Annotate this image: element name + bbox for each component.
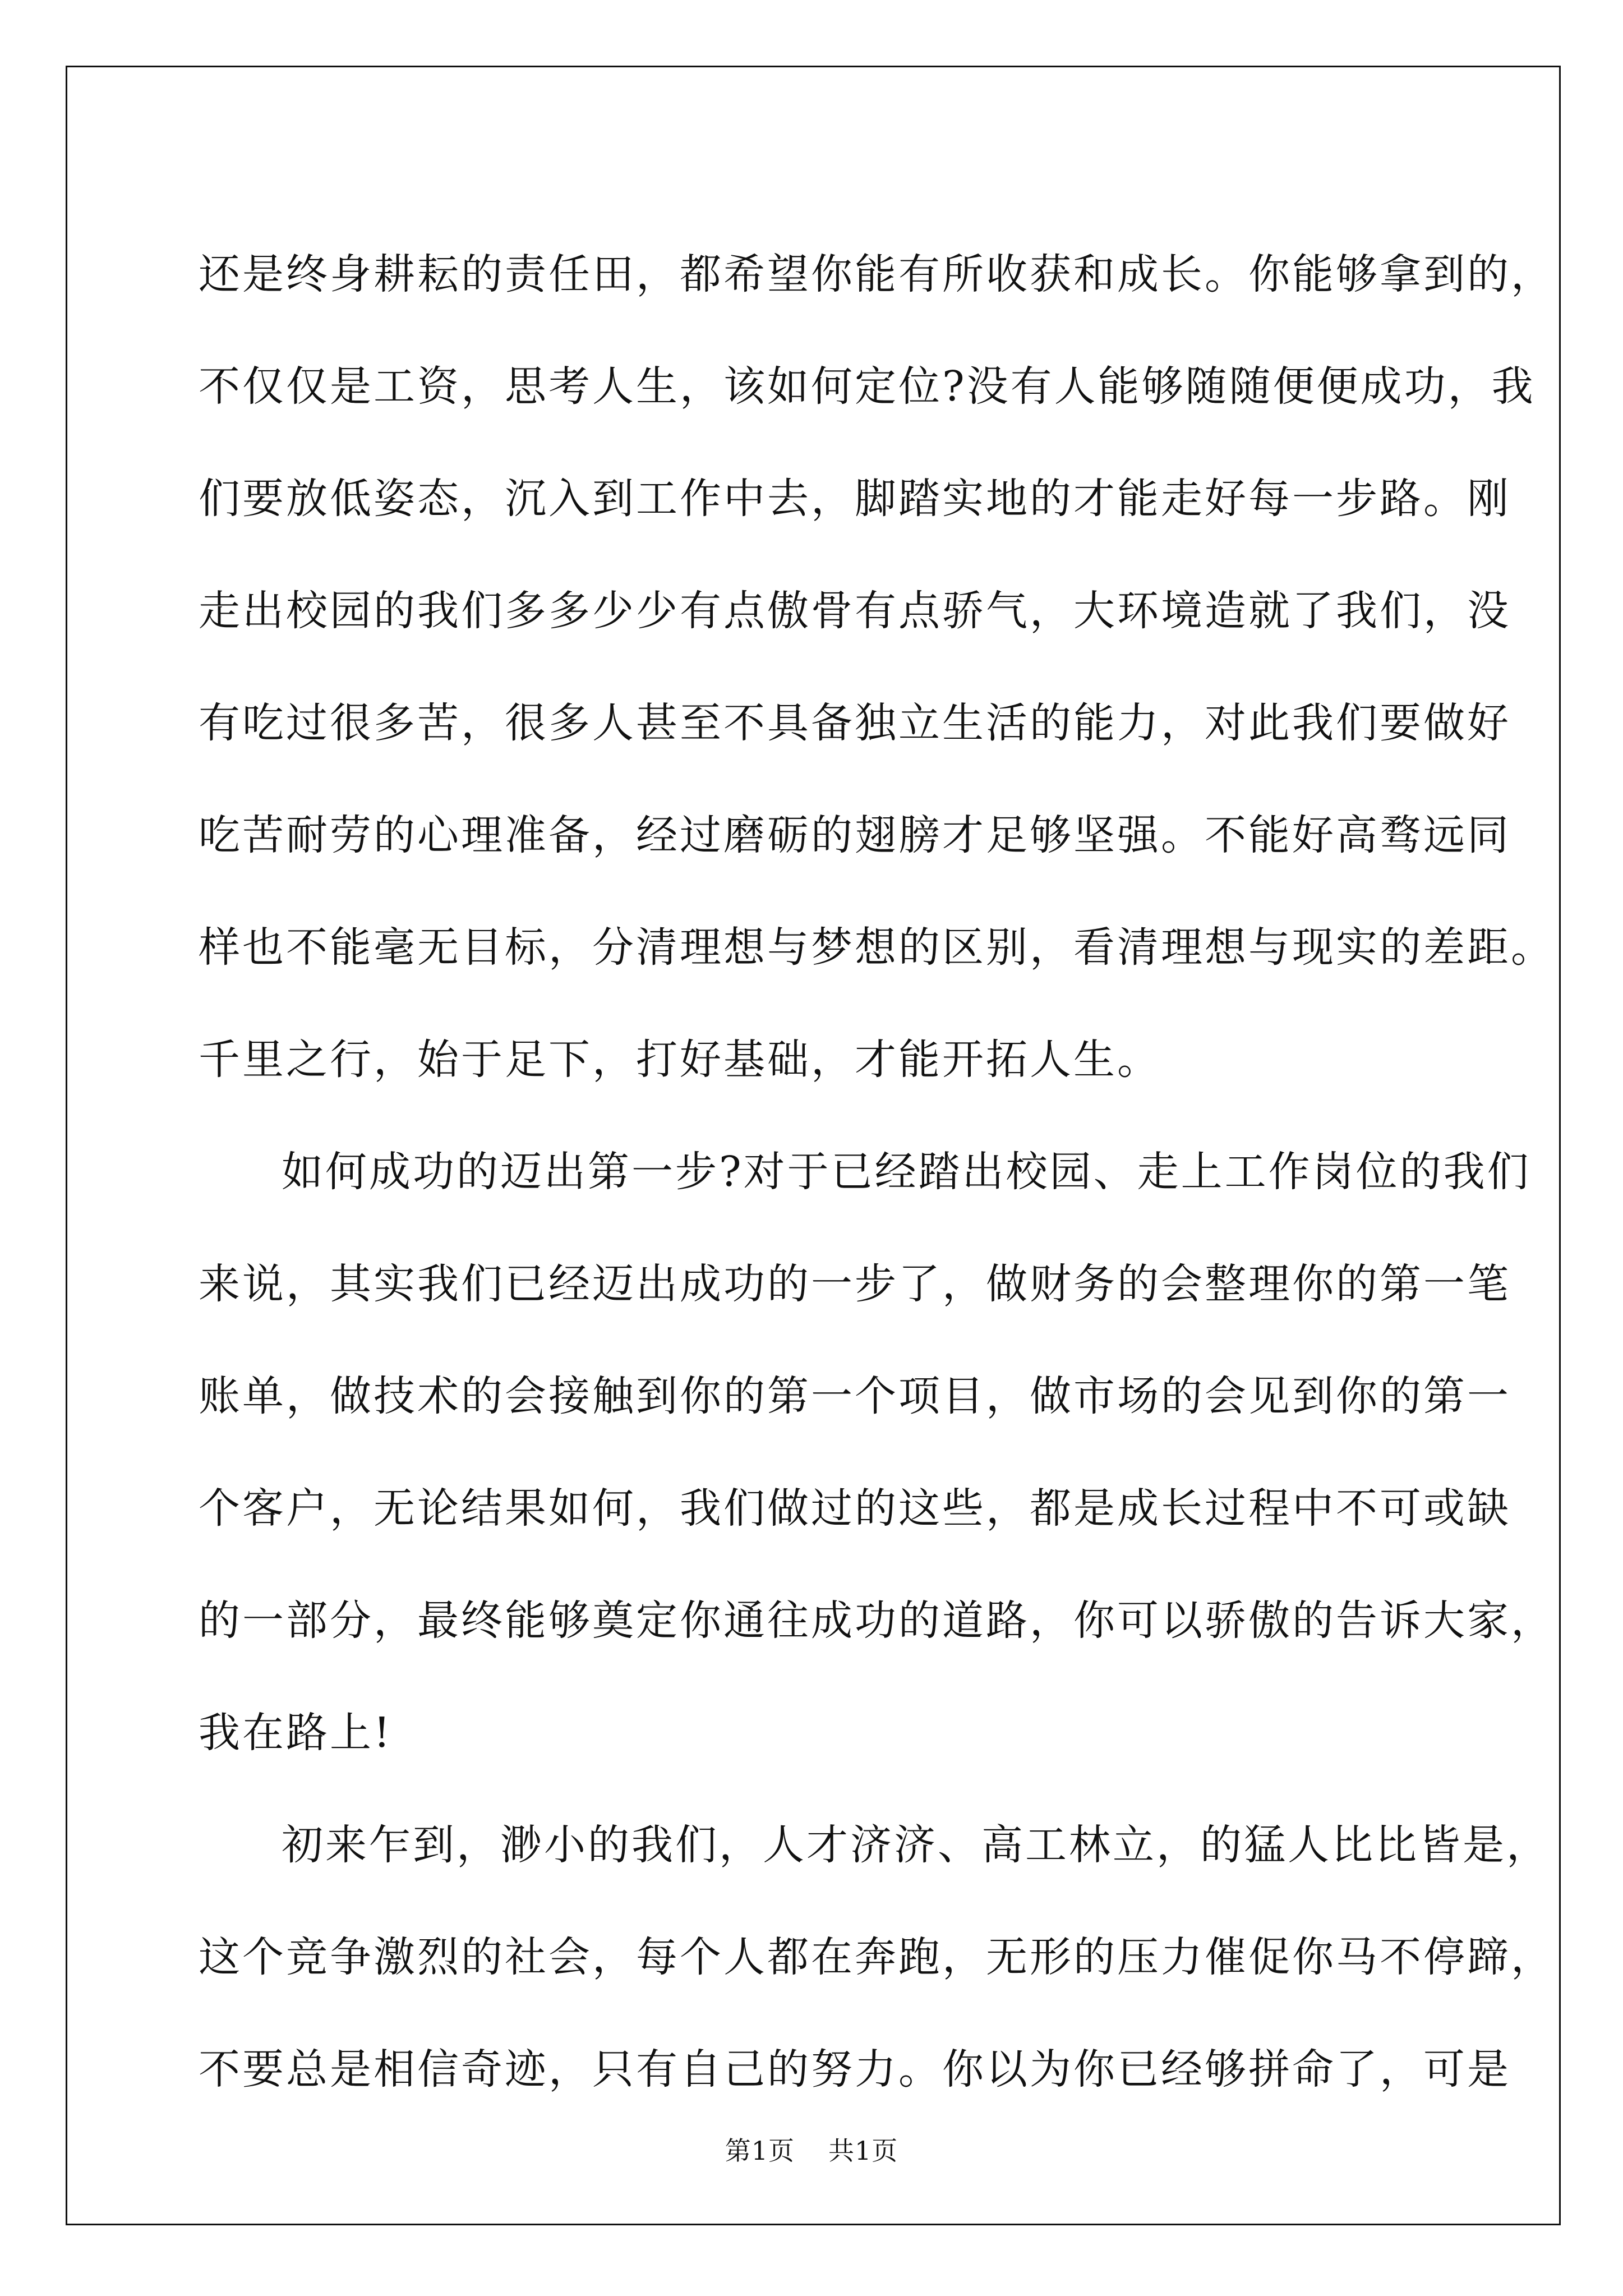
text-line: 这个竞争激烈的社会，每个人都在奔跑，无形的压力催促你马不停蹄， [199,1933,1555,1981]
text-line: 个客户，无论结果如何，我们做过的这些，都是成长过程中不可或缺 [199,1484,1511,1533]
document-body [199,218,1555,2125]
page-footer [0,2131,1623,2168]
text-line: 们要放低姿态，沉入到工作中去，脚踏实地的才能走好每一步路。刚 [199,475,1511,523]
text-line: 还是终身耕耘的责任田，都希望你能有所收获和成长。你能够拿到的， [199,250,1555,298]
text-line: 有吃过很多苦，很多人甚至不具备独立生活的能力，对此我们要做好 [199,699,1511,747]
text-line: 我在路上! [199,1709,393,1757]
text-line: 千里之行，始于足下，打好基础，才能开拓人生。 [199,1036,1161,1084]
text-line: 的一部分，最终能够奠定你通往成功的道路，你可以骄傲的告诉大家， [199,1596,1555,1645]
page-number-total: 共1页 [828,2136,898,2166]
text-line: 吃苦耐劳的心理准备，经过磨砺的翅膀才足够坚强。不能好高骛远同 [199,811,1511,859]
text-line: 样也不能毫无目标，分清理想与梦想的区别，看清理想与现实的差距。 [199,923,1555,972]
text-line: 不仅仅是工资，思考人生，该如何定位?没有人能够随随便便成功，我 [199,362,1536,411]
paragraph-start-line: 如何成功的迈出第一步?对于已经踏出校园、走上工作岗位的我们 [282,1148,1531,1196]
text-line: 走出校园的我们多多少少有点傲骨有点骄气，大环境造就了我们，没 [199,587,1511,635]
text-line: 不要总是相信奇迹，只有自己的努力。你以为你已经够拼命了，可是 [199,2045,1511,2093]
text-line: 账单，做技术的会接触到你的第一个项目，做市场的会见到你的第一 [199,1372,1511,1420]
paragraph-start-line: 初来乍到，渺小的我们，人才济济、高工林立，的猛人比比皆是， [282,1821,1550,1869]
text-line: 来说，其实我们已经迈出成功的一步了，做财务的会整理你的第一笔 [199,1260,1511,1308]
page-number-current: 第1页 [725,2136,795,2166]
